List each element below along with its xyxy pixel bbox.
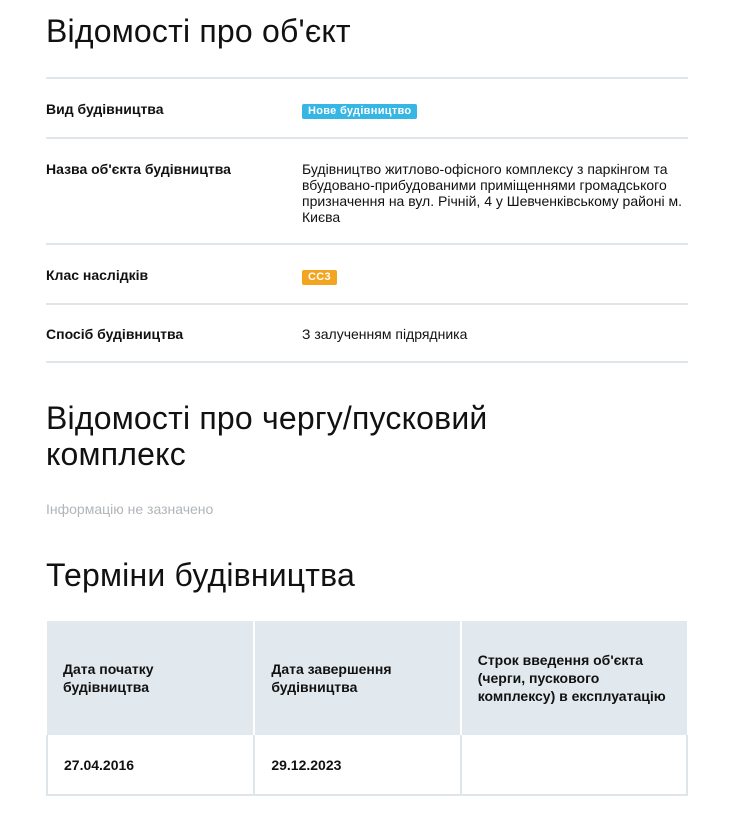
info-row-construction-method (46, 305, 688, 363)
object-section-title: Відомості про об'єкт (46, 13, 351, 49)
info-label: Спосіб будівництва (46, 326, 184, 342)
table-header-row (47, 621, 687, 735)
terms-section-title: Терміни будівництва (46, 557, 356, 593)
queue-empty-note: Інформацію не зазначено (46, 501, 214, 517)
cell-end-date: 29.12.2023 (254, 735, 460, 795)
header-commissioning-term: Строк введення об'єкта (черги, пускового комплексу) в експлуатацію (461, 621, 687, 735)
object-name-value: Будівництво житлово-офісного комплексу з паркінгом та вбудовано-прибудованими приміщеннями громадського призначення на вул. Річній, 4 у Шевченківському районі м. Києва (302, 161, 682, 225)
info-value (302, 267, 688, 303)
cell-commissioning-term (461, 735, 687, 795)
info-label: Вид будівництва (46, 101, 164, 117)
info-label: Назва об'єкта будівництва (46, 161, 231, 177)
header-start-date: Дата початку будівництва (47, 621, 254, 735)
terms-table (46, 621, 688, 796)
header-end-date: Дата завершення будівництва (254, 621, 460, 735)
info-value (302, 101, 688, 137)
info-row-construction-type (46, 79, 688, 139)
construction-method-value: З залученням підрядника (302, 326, 468, 342)
info-label: Клас наслідків (46, 267, 149, 283)
object-info-table (46, 77, 688, 363)
table-row (47, 735, 687, 795)
construction-type-badge: Нове будівництво (302, 104, 417, 119)
consequence-class-badge: СС3 (302, 270, 337, 285)
info-row-consequence-class (46, 245, 688, 305)
info-row-object-name (46, 139, 688, 245)
queue-section-title: Відомості про чергу/пусковий комплекс (46, 400, 488, 472)
cell-start-date: 27.04.2016 (47, 735, 254, 795)
